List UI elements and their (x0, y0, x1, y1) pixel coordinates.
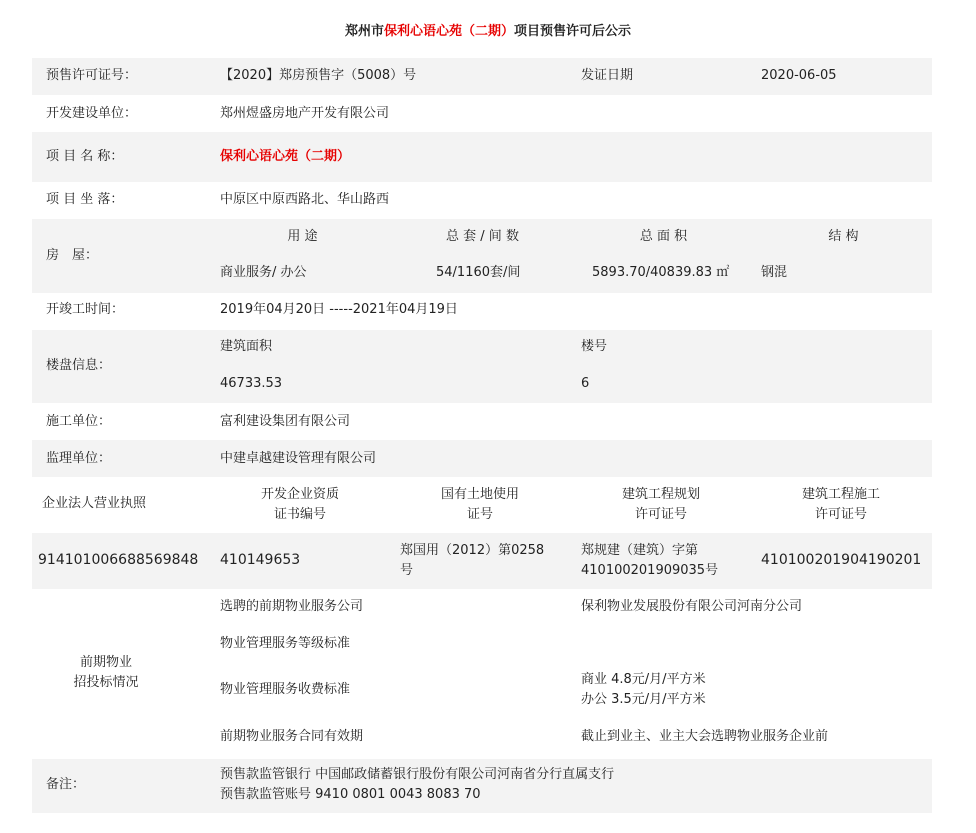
property-item-name: 物业管理服务收费标准 (220, 682, 351, 697)
license-construction-no: 410100201904190201 (761, 552, 922, 568)
remarks-bank: 预售款监管银行 中国邮政储蓄银行股份有限公司河南省分行直属支行 (220, 767, 615, 782)
license-header-land (400, 485, 560, 525)
permit-value: 【2020】郑房预售字（5008）号 (220, 68, 417, 83)
title-suffix: 项目预售许可后公示 (514, 24, 632, 39)
housing-usage: 商业服务/ 办公 (220, 265, 307, 280)
license-planning-no (581, 541, 718, 581)
housing-row (32, 219, 932, 293)
property-tender-label-line1: 前期物业 (79, 655, 132, 670)
housing-area: 5893.70/40839.83 ㎡ (592, 265, 730, 280)
license-header-qualification-line2: 证书编号 (273, 507, 326, 522)
property-item-value: 保利物业发展股份有限公司河南分公司 (581, 599, 803, 614)
housing-units: 54/1160套/间 (436, 265, 521, 280)
building-area-label: 建筑面积 (220, 339, 273, 354)
license-header-land-line2: 证号 (466, 507, 493, 522)
project-name-label: 项 目 名 称： (46, 149, 124, 164)
license-planning-no-line1: 郑规建（建筑）字第 (581, 543, 699, 558)
construction-time-value: 2019年04月20日 -----2021年04月19日 (220, 302, 458, 317)
housing-header-usage: 用 途 (287, 229, 318, 244)
property-tender-label (32, 653, 180, 693)
project-name-row (32, 132, 932, 182)
building-area-value: 46733.53 (220, 376, 283, 391)
title-prefix: 郑州市 (344, 24, 384, 39)
building-label: 楼盘信息： (46, 358, 112, 373)
license-qualification-no: 410149653 (220, 552, 301, 568)
housing-header-structure: 结 构 (828, 229, 859, 244)
remarks-label: 备注： (46, 777, 86, 792)
license-header-construction-line2: 许可证号 (814, 507, 867, 522)
housing-structure: 钢混 (761, 265, 788, 280)
license-header-qualification-line1: 开发企业资质 (260, 487, 339, 502)
property-item-name: 前期物业服务合同有效期 (220, 729, 364, 744)
construction-time-label: 开竣工时间： (46, 302, 125, 317)
builder-label: 施工单位： (46, 414, 112, 429)
licenses-header-row (32, 477, 932, 533)
license-land-no-line1: 郑国用（2012）第0258 (400, 543, 545, 558)
fee-office: 办公 3.5元/月/平方米 (581, 692, 706, 707)
license-header-planning (581, 485, 741, 525)
builder-value: 富利建设集团有限公司 (220, 414, 351, 429)
permit-label: 预售许可证号： (46, 68, 138, 83)
property-item-name: 物业管理服务等级标准 (220, 636, 351, 651)
location-value: 中原区中原西路北、华山路西 (220, 192, 390, 207)
developer-row (32, 95, 932, 132)
license-header-planning-line1: 建筑工程规划 (621, 487, 700, 502)
license-header-planning-line2: 许可证号 (634, 507, 687, 522)
supervisor-value: 中建卓越建设管理有限公司 (220, 451, 377, 466)
project-name-value: 保利心语心苑（二期） (220, 149, 351, 164)
property-item-value: 截止到业主、业主大会选聘物业服务企业前 (581, 729, 829, 744)
supervisor-label: 监理单位： (46, 451, 112, 466)
building-row (32, 330, 932, 403)
property-item-value (581, 670, 706, 710)
housing-header-units: 总 套 / 间 数 (446, 229, 519, 244)
housing-header-area: 总 面 积 (639, 229, 688, 244)
license-land-no-line2: 号 (400, 563, 414, 578)
license-header-business: 企业法人营业执照 (42, 496, 147, 511)
location-row (32, 182, 932, 219)
fee-commercial: 商业 4.8元/月/平方米 (581, 672, 706, 687)
license-header-qualification (220, 485, 380, 525)
issue-date-label: 发证日期 (581, 68, 634, 83)
license-land-no (400, 541, 544, 581)
permit-row (32, 58, 932, 95)
supervisor-row (32, 440, 932, 477)
license-header-land-line1: 国有土地使用 (440, 487, 519, 502)
license-business-no: 914101006688569848 (38, 552, 199, 568)
license-header-construction-line1: 建筑工程施工 (801, 487, 880, 502)
remarks-value (220, 765, 614, 805)
title-project: 保利心语心苑（二期） (383, 24, 514, 39)
licenses-values-row (32, 533, 932, 589)
construction-time-row (32, 293, 932, 330)
remarks-row (32, 759, 932, 813)
property-tender-row (32, 589, 932, 759)
license-header-construction (761, 485, 921, 525)
property-tender-label-line2: 招投标情况 (73, 675, 139, 690)
builder-row (32, 403, 932, 440)
building-no-value: 6 (581, 376, 590, 391)
issue-date-value: 2020-06-05 (761, 68, 837, 83)
housing-label: 房 屋： (46, 248, 99, 263)
property-item-name: 选聘的前期物业服务公司 (220, 599, 364, 614)
developer-value: 郑州煜盛房地产开发有限公司 (220, 106, 390, 121)
license-planning-no-line2: 410100201909035号 (581, 563, 719, 578)
location-label: 项 目 坐 落： (46, 192, 124, 207)
page-title (0, 20, 976, 39)
building-no-label: 楼号 (581, 339, 608, 354)
developer-label: 开发建设单位： (46, 106, 138, 121)
remarks-account: 预售款监管账号 9410 0801 0043 8083 70 (220, 787, 481, 802)
